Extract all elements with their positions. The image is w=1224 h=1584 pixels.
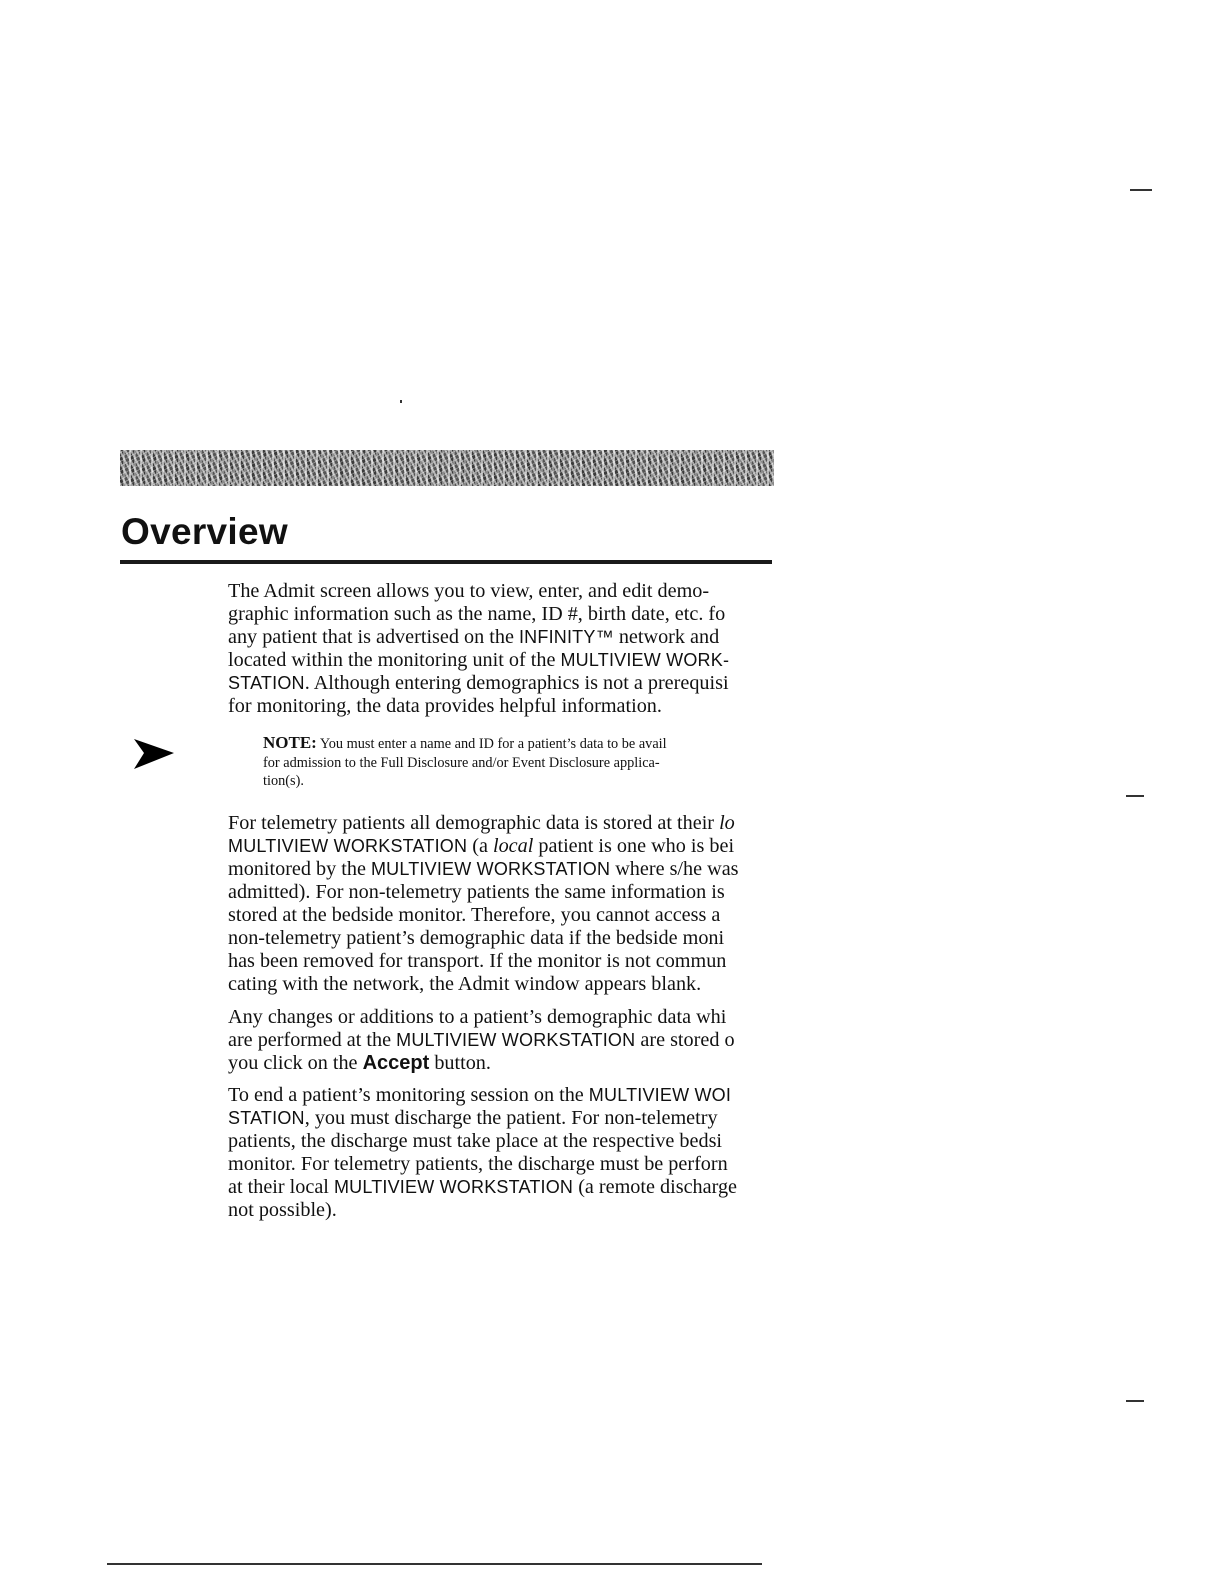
- discharge-paragraph: [228, 1084, 776, 1221]
- product-name: MULTIVIEW WOI: [588, 1085, 732, 1105]
- product-name: MULTIVIEW WORKSTATION: [333, 1177, 574, 1197]
- text-line: patients, the discharge must take place at the respective bedsi: [228, 1130, 723, 1152]
- note-block: [263, 733, 776, 789]
- text-line: located within the monitoring unit of the MULTIVIEW WORK-: [228, 649, 730, 671]
- text-line: you click on the Accept button.: [228, 1052, 491, 1074]
- text-line: STATION, you must discharge the patient. For non-telemetry: [228, 1107, 718, 1129]
- section-title: Overview: [121, 511, 288, 552]
- scan-mark: [1130, 189, 1152, 191]
- text-line: graphic information such as the name, ID #, birth date, etc. fo: [228, 603, 726, 625]
- note-label: NOTE:: [263, 733, 317, 752]
- product-name: MULTIVIEW WORK-: [560, 650, 730, 670]
- emphasis-text: lo: [719, 812, 735, 834]
- scan-mark: [1126, 1400, 1144, 1402]
- text-line: Any changes or additions to a patient’s demographic data whi: [228, 1006, 727, 1028]
- text-line: admitted). For non-telemetry patients the same information is: [228, 881, 725, 903]
- scan-mark: [1126, 795, 1144, 797]
- text-line: not possible).: [228, 1199, 337, 1221]
- product-name: MULTIVIEW WORKSTATION: [228, 836, 468, 856]
- text-line: monitor. For telemetry patients, the discharge must be perforn: [228, 1153, 728, 1175]
- text-line: STATION. Although entering demographics is not a prerequisi: [228, 672, 729, 694]
- product-name: MULTIVIEW WORKSTATION: [396, 1030, 636, 1050]
- text-line: For telemetry patients all demographic data is stored at their lo: [228, 812, 735, 834]
- emphasis-text: local: [492, 835, 534, 857]
- text-line: To end a patient’s monitoring session on the MULTIVIEW WOI: [228, 1084, 732, 1106]
- title-rule: [120, 560, 772, 564]
- section-banner: [120, 450, 774, 486]
- note-line: tion(s).: [263, 773, 304, 789]
- text-line: for monitoring, the data provides helpful information.: [228, 695, 662, 717]
- body-text: [228, 580, 776, 1221]
- text-line: MULTIVIEW WORKSTATION (a local patient is one who is bei: [228, 835, 735, 857]
- changes-paragraph: [228, 1006, 776, 1075]
- note-line: for admission to the Full Disclosure and/or Event Disclosure applica-: [263, 754, 660, 771]
- telemetry-paragraph: [228, 812, 776, 997]
- text-line: stored at the bedside monitor. Therefore, you cannot access a: [228, 904, 721, 926]
- product-name: INFINITY™: [518, 627, 614, 647]
- text-line: cating with the network, the Admit window appears blank.: [228, 973, 702, 995]
- note-text: You must enter a name and ID for a patient’s data to be avail: [319, 736, 667, 752]
- text-line: has been removed for transport. If the monitor is not commun: [228, 950, 727, 972]
- product-name: MULTIVIEW WORKSTATION: [370, 859, 611, 879]
- note-arrow-icon: [134, 739, 174, 769]
- text-line: at their local MULTIVIEW WORKSTATION (a remote discharge: [228, 1176, 737, 1198]
- product-name: STATION: [228, 1108, 305, 1128]
- scan-mark: [400, 400, 402, 403]
- ui-term: Accept: [362, 1052, 430, 1074]
- note-line: [263, 734, 776, 754]
- text-line: any patient that is advertised on the INFINITY™ network and: [228, 626, 720, 648]
- text-line: The Admit screen allows you to view, enter, and edit demo-: [228, 580, 710, 602]
- product-name: STATION: [228, 673, 305, 693]
- text-line: are performed at the MULTIVIEW WORKSTATION are stored o: [228, 1029, 735, 1051]
- text-line: monitored by the MULTIVIEW WORKSTATION where s/he was: [228, 858, 739, 880]
- text-line: non-telemetry patient’s demographic data if the bedside moni: [228, 927, 725, 949]
- footer-rule: [107, 1563, 762, 1565]
- intro-paragraph: [228, 580, 776, 719]
